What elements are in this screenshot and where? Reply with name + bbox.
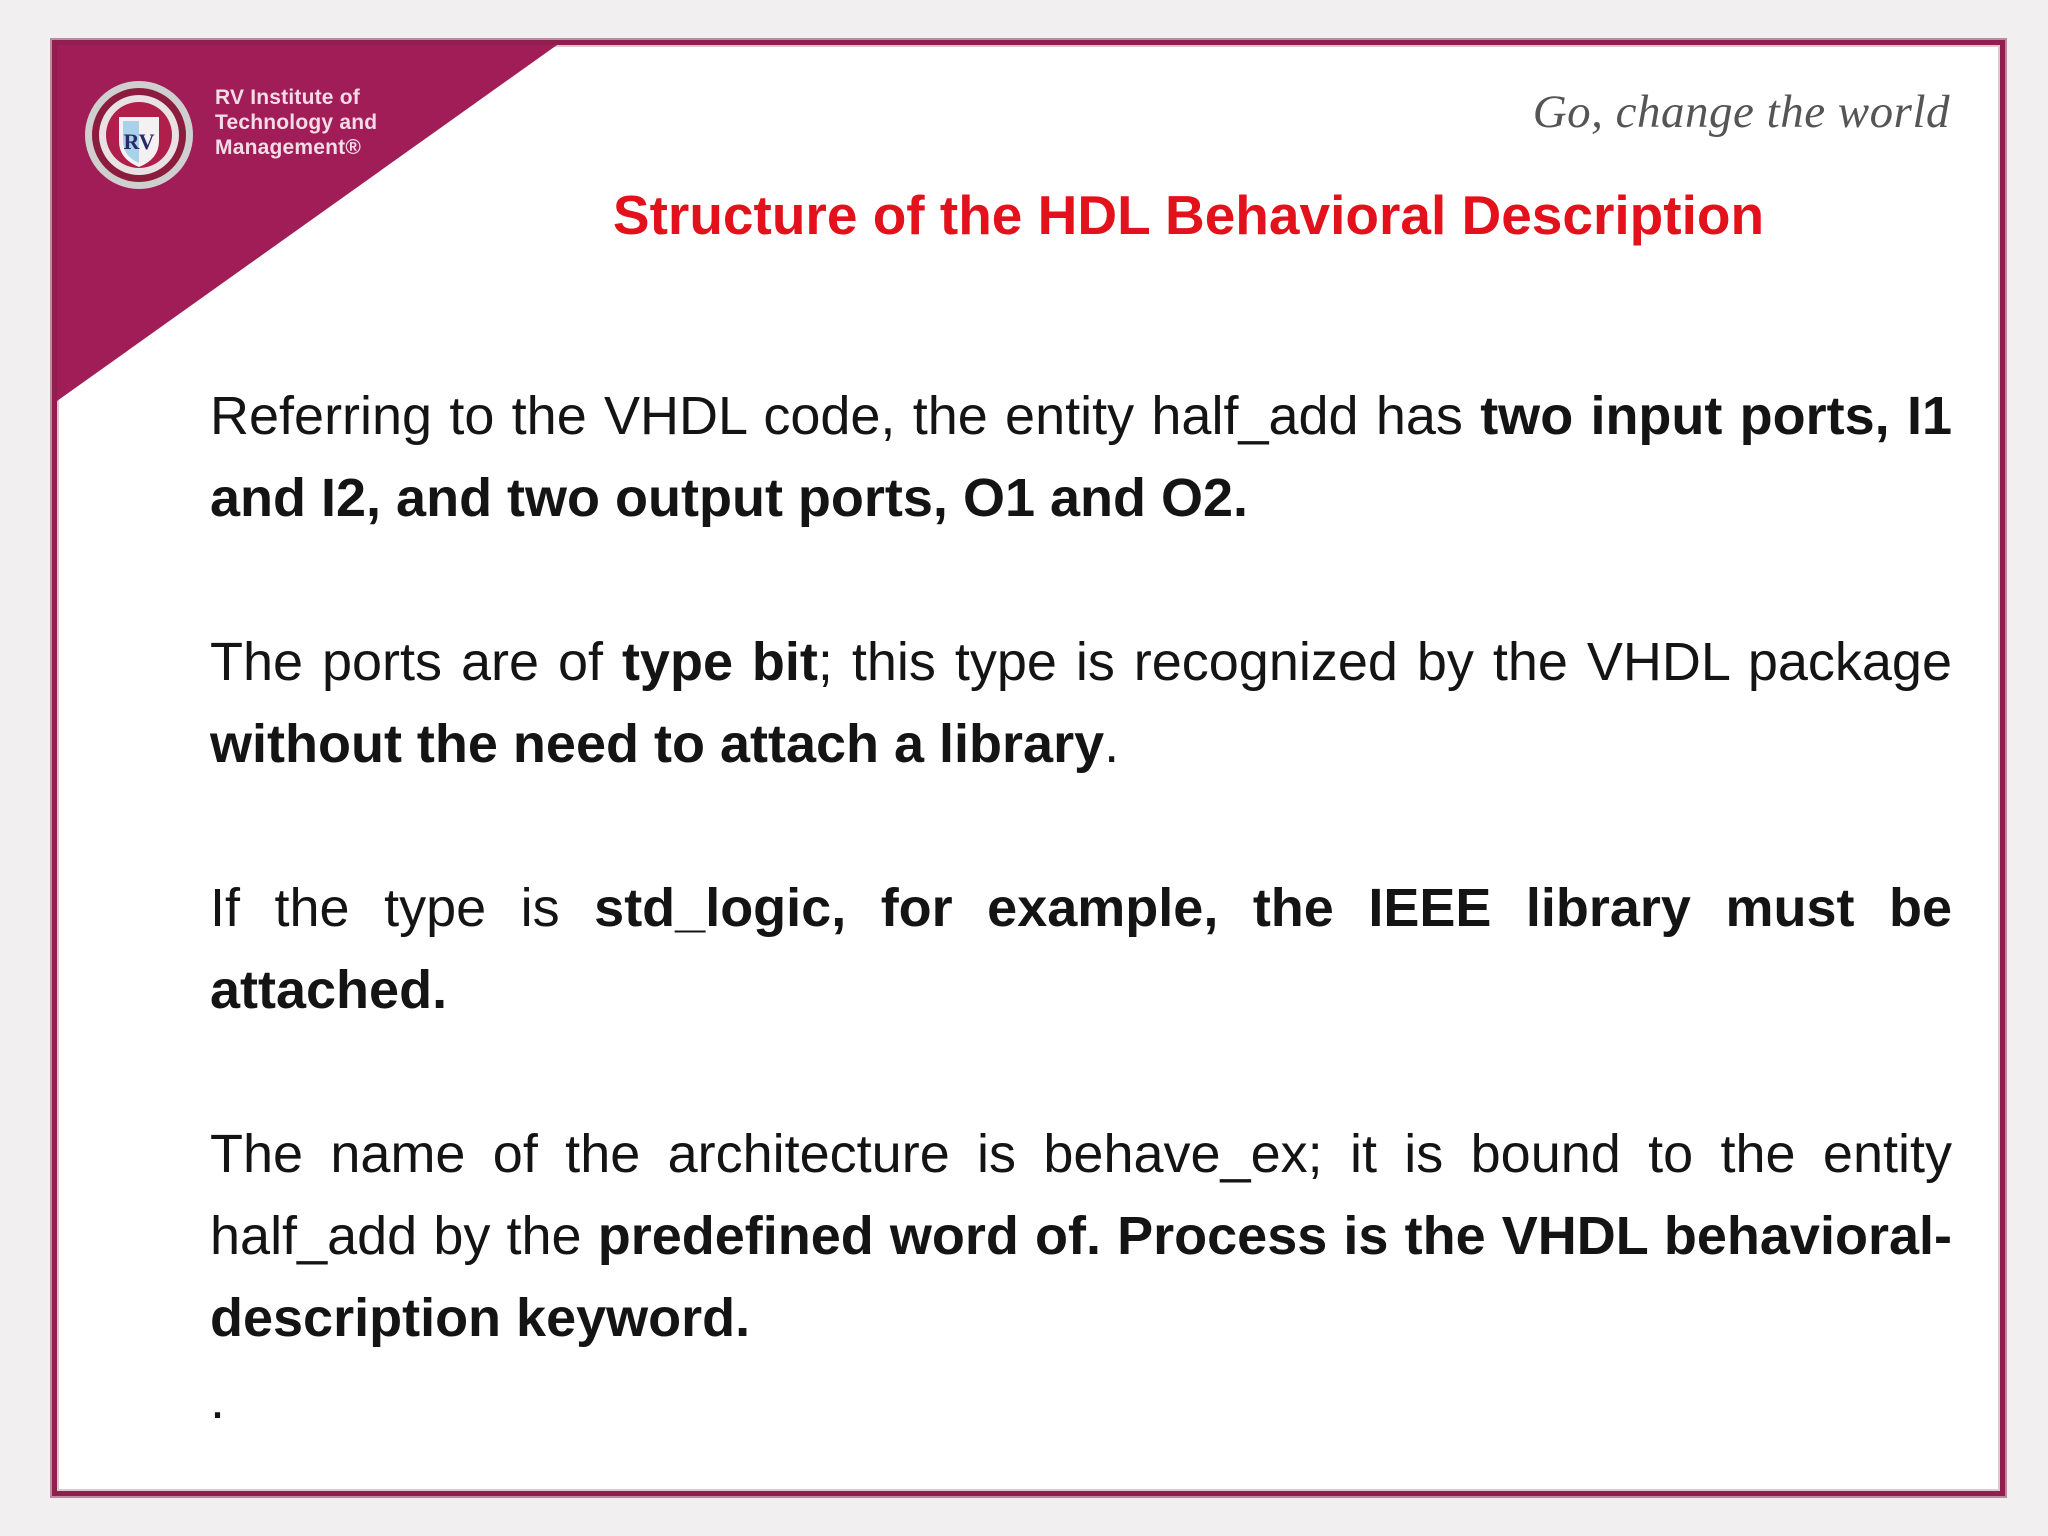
text-run: If the type is [210, 878, 595, 938]
institute-name: RV Institute of Technology and Management® [215, 86, 378, 159]
slide-title: Structure of the HDL Behavioral Description [612, 184, 1765, 246]
slide [52, 40, 2005, 1496]
text-run-bold: without the need to attach a library [210, 714, 1105, 774]
paragraph-type-bit [210, 621, 1952, 785]
logo-letters: RV [123, 129, 155, 154]
paragraph-architecture [210, 1113, 1952, 1359]
paragraph-ports [210, 375, 1952, 539]
trailing-dot: . [210, 1370, 226, 1430]
text-run: The ports are of [210, 632, 622, 692]
text-run: The name of the architecture is behave_ex; it is bound to the entity half_add by the [210, 1124, 1952, 1266]
text-run-bold: predefined word of. Process is the VHDL behavioral- description keyword. [210, 1206, 1952, 1348]
slide-body [210, 375, 1952, 1441]
paragraph-std-logic [210, 867, 1952, 1031]
text-run: . [1104, 714, 1120, 774]
text-run: ; this type is recognized by the VHDL package [817, 632, 1952, 692]
text-run-bold: std_logic, for example, the IEEE library must be attached. [210, 878, 1953, 1020]
text-run: Referring to the VHDL code, the entity half_add has [210, 386, 1481, 446]
tagline: Go, change the world [1532, 86, 1950, 138]
text-run-bold: type bit [621, 632, 818, 692]
text-run-bold: two input ports, I1 and I2, and two output ports, O1 and O2. [210, 386, 1952, 528]
institute-logo-icon [83, 79, 195, 191]
